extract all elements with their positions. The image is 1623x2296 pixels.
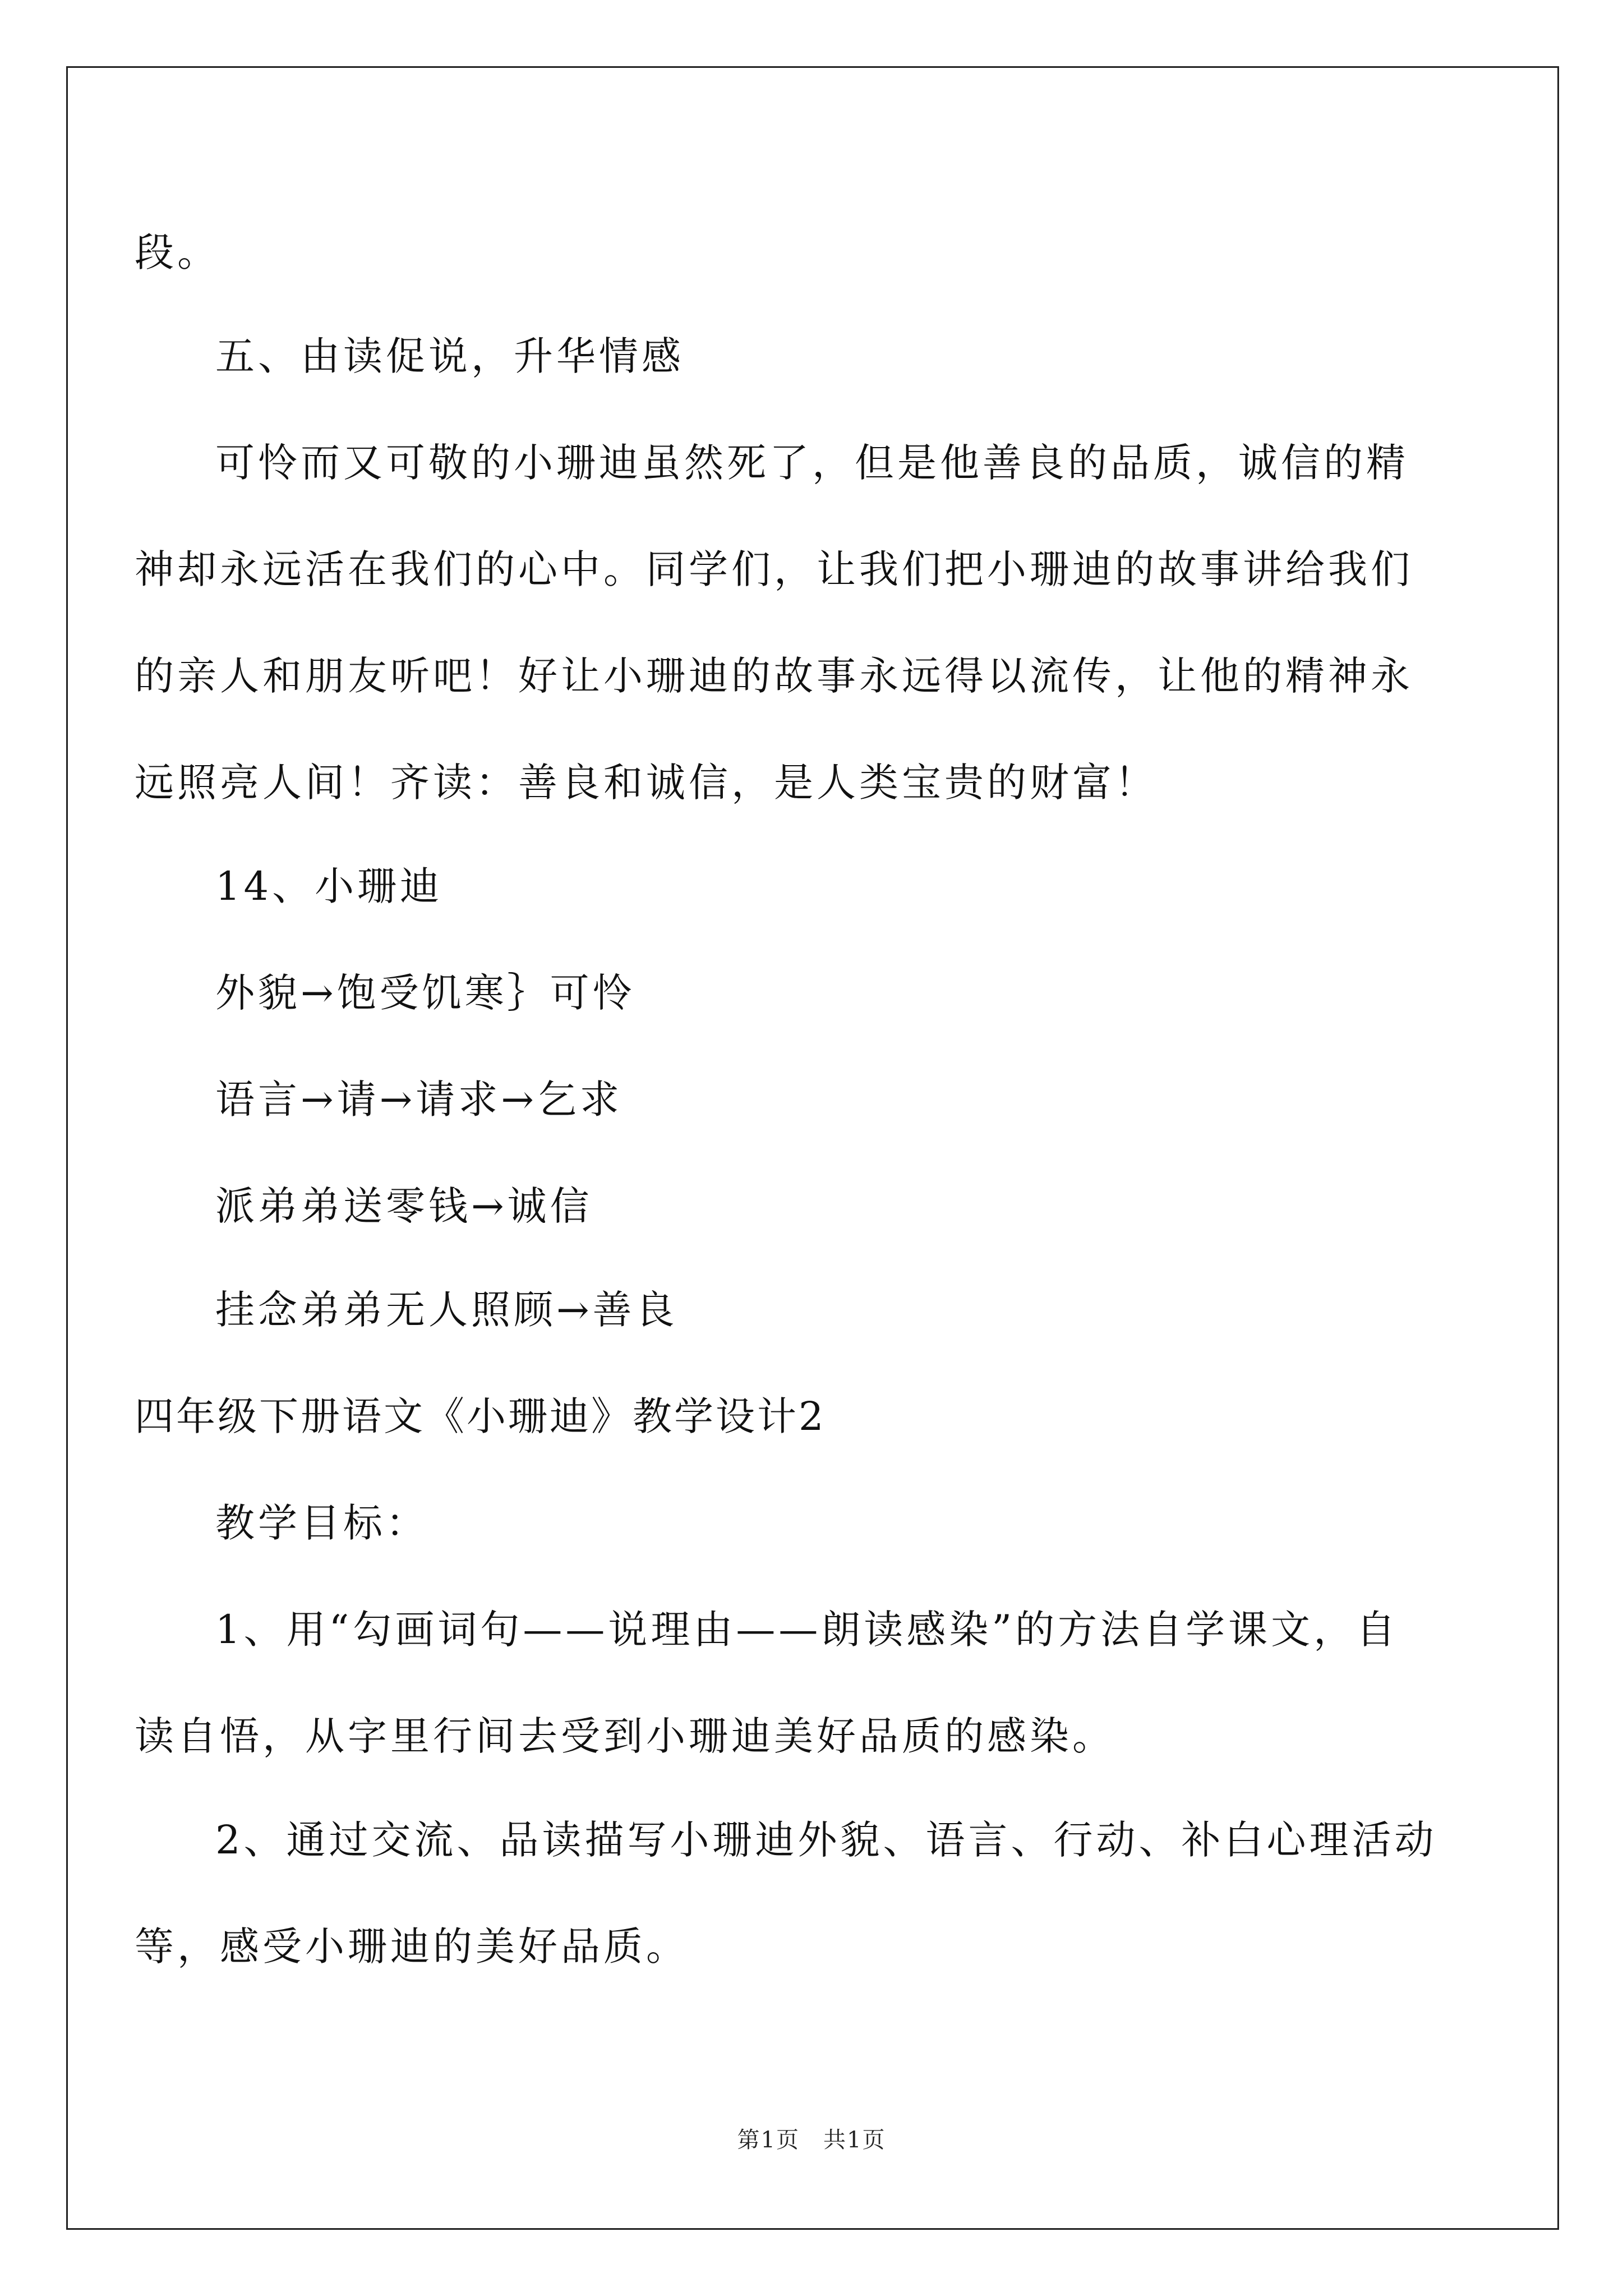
board-item: 派弟弟送零钱→诚信 [215,1183,593,1229]
page-number: 第1页 共1页 [737,2127,886,2153]
text-line: 段。 [135,229,220,275]
paragraph-line: 等，感受小珊迪的美好品质。 [135,1924,689,1970]
paragraph-line: 1、用“勾画词句——说理由——朗读感染”的方法自学课文，自 [215,1607,1399,1653]
board-item: 挂念弟弟无人照顾→善良 [215,1287,678,1333]
paragraph-line: 远照亮人间！齐读：善良和诚信，是人类宝贵的财富！ [135,760,1158,806]
board-item: 外貌→饱受饥寒｝可怜 [215,970,635,1016]
section-heading: 教学目标： [215,1500,428,1546]
paragraph-line: 读自悟，从字里行间去受到小珊迪美好品质的感染。 [135,1713,1115,1759]
page-border [66,66,1559,2230]
paragraph-line: 2、通过交流、品读描写小珊迪外貌、语言、行动、补白心理活动 [215,1817,1437,1863]
paragraph-line: 可怜而又可敬的小珊迪虽然死了，但是他善良的品质，诚信的精 [215,440,1409,486]
paragraph-line: 神却永远活在我们的心中。同学们，让我们把小珊迪的故事讲给我们 [135,546,1413,592]
section-heading: 五、由读促说，升华情感 [215,333,684,379]
board-item: 语言→请→请求→乞求 [215,1076,623,1122]
board-title: 14、小珊迪 [215,863,443,909]
paragraph-line: 的亲人和朋友听吧！好让小珊迪的故事永远得以流传，让他的精神永 [135,653,1413,699]
document-title: 四年级下册语文《小珊迪》教学设计2 [135,1393,826,1439]
